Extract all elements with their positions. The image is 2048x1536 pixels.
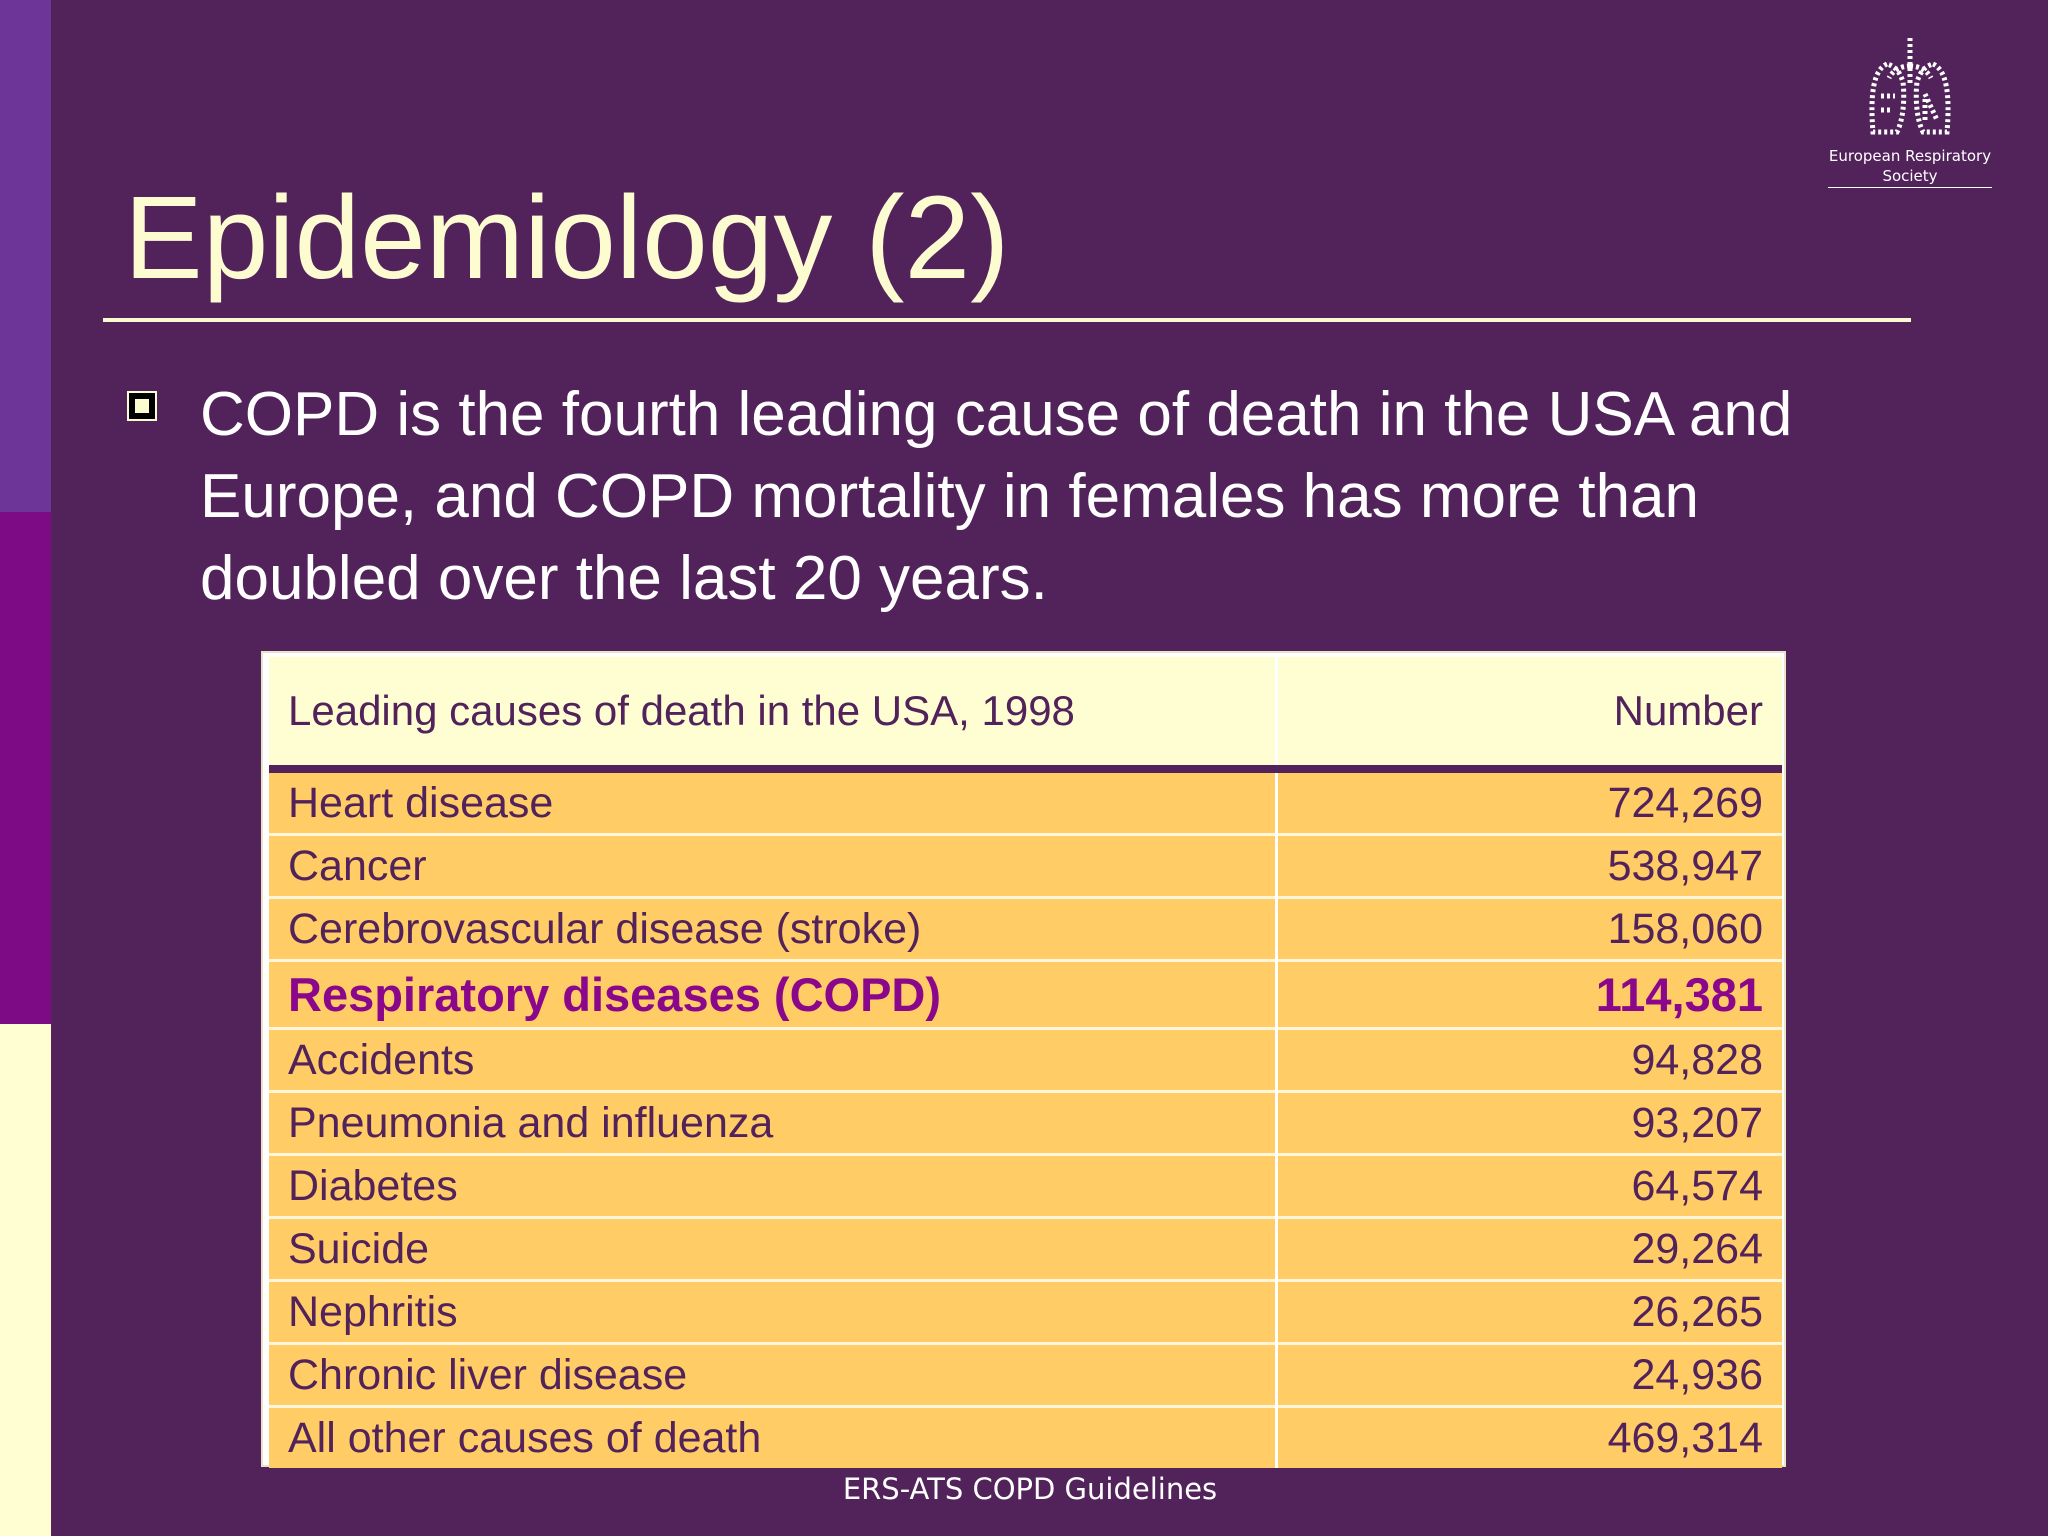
slide-footer: ERS-ATS COPD Guidelines <box>842 1472 1218 1506</box>
table-row-highlighted <box>269 961 1782 1029</box>
table-row <box>269 1281 1782 1344</box>
number-cell: 114,381 <box>1276 961 1782 1029</box>
number-cell: 469,314 <box>1276 1407 1782 1469</box>
cause-cell: Pneumonia and influenza <box>269 1092 1276 1155</box>
accent-stripe-top <box>0 0 51 512</box>
cause-cell: Diabetes <box>269 1155 1276 1218</box>
lungs-icon <box>1867 36 1953 136</box>
cause-cell: Respiratory diseases (COPD) <box>269 961 1276 1029</box>
accent-stripe-bottom <box>0 1024 51 1536</box>
number-cell: 64,574 <box>1276 1155 1782 1218</box>
accent-stripe-middle <box>0 512 51 1024</box>
square-bullet-icon <box>129 393 155 419</box>
cause-cell: Accidents <box>269 1029 1276 1092</box>
ers-logo <box>1828 36 1992 188</box>
cause-cell: Heart disease <box>269 769 1276 835</box>
number-cell: 94,828 <box>1276 1029 1782 1092</box>
number-cell: 724,269 <box>1276 769 1782 835</box>
cause-cell: Suicide <box>269 1218 1276 1281</box>
title-divider <box>103 318 1911 322</box>
table-row <box>269 898 1782 961</box>
header-cause: Leading causes of death in the USA, 1998 <box>269 657 1276 769</box>
slide-title: Epidemiology (2) <box>124 172 1010 304</box>
table-row <box>269 1344 1782 1407</box>
table-row <box>269 1155 1782 1218</box>
logo-text: European Respiratory Society <box>1828 146 1992 188</box>
cause-cell: Cancer <box>269 835 1276 898</box>
table-row <box>269 835 1782 898</box>
table-row <box>269 1092 1782 1155</box>
cause-cell: Cerebrovascular disease (stroke) <box>269 898 1276 961</box>
cause-cell: All other causes of death <box>269 1407 1276 1469</box>
table-row <box>269 1218 1782 1281</box>
number-cell: 26,265 <box>1276 1281 1782 1344</box>
causes-of-death-table <box>261 651 1786 1467</box>
header-number: Number <box>1276 657 1782 769</box>
bullet-text: COPD is the fourth leading cause of death in the USA and Europe, and COPD mortality in females has more than doubled over the last 20 years. <box>200 380 1793 613</box>
number-cell: 93,207 <box>1276 1092 1782 1155</box>
table-row <box>269 1407 1782 1469</box>
number-cell: 24,936 <box>1276 1344 1782 1407</box>
number-cell: 538,947 <box>1276 835 1782 898</box>
number-cell: 158,060 <box>1276 898 1782 961</box>
table-header-row <box>269 657 1782 769</box>
cause-cell: Nephritis <box>269 1281 1276 1344</box>
number-cell: 29,264 <box>1276 1218 1782 1281</box>
table-row <box>269 769 1782 835</box>
table-row <box>269 1029 1782 1092</box>
cause-cell: Chronic liver disease <box>269 1344 1276 1407</box>
